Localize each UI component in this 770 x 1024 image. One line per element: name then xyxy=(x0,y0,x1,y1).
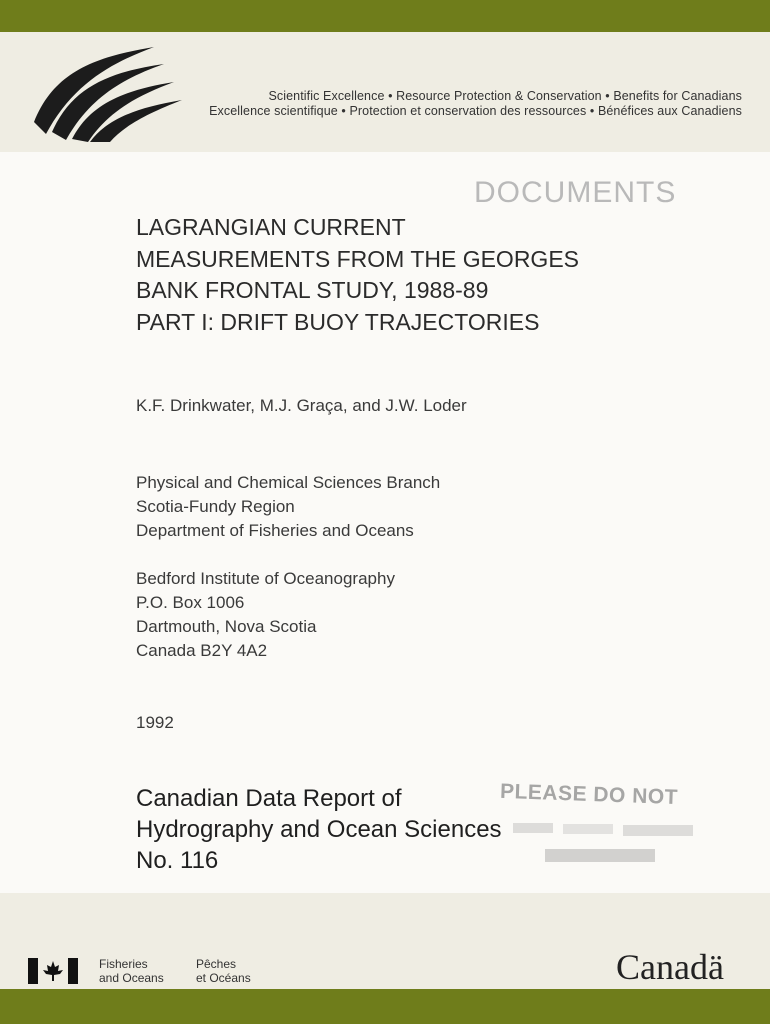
title-line: PART I: DRIFT BUOY TRAJECTORIES xyxy=(136,308,540,335)
title-line: MEASUREMENTS FROM THE GEORGES xyxy=(136,245,580,272)
canada-wordmark: Canadä xyxy=(616,947,724,987)
dfo-swoosh-logo xyxy=(24,42,184,142)
motto-english: Scientific Excellence • Resource Protection & Conservation • Benefits for Canadians xyxy=(268,89,742,103)
department-line: Fisheries xyxy=(99,957,148,971)
department-name-french xyxy=(196,957,251,985)
affiliation-line: Physical and Chemical Sciences Branch xyxy=(136,473,441,492)
faded-stamp-text xyxy=(505,815,715,875)
branch-affiliation xyxy=(136,471,440,543)
department-name-english xyxy=(99,957,164,985)
address-line: Canada B2Y 4A2 xyxy=(136,641,268,660)
report-title xyxy=(136,212,579,338)
institute-address xyxy=(136,567,395,663)
address-line: Dartmouth, Nova Scotia xyxy=(136,617,317,636)
address-line: P.O. Box 1006 xyxy=(136,593,245,612)
bottom-color-band xyxy=(0,989,770,1024)
canada-flag-icon xyxy=(28,958,78,984)
motto-french: Excellence scientifique • Protection et conservation des ressources • Bénéfices aux Canadiens xyxy=(209,104,742,118)
series-line: No. 116 xyxy=(136,847,219,874)
title-line: LAGRANGIAN CURRENT xyxy=(136,214,406,240)
documents-stamp: DOCUMENTS xyxy=(474,176,677,209)
authors: K.F. Drinkwater, M.J. Graça, and J.W. Loder xyxy=(136,396,467,415)
series-line: Hydrography and Ocean Sciences xyxy=(136,816,502,843)
affiliation-line: Scotia-Fundy Region xyxy=(136,497,295,516)
report-series xyxy=(136,783,502,876)
department-line: et Océans xyxy=(196,971,251,985)
affiliation-line: Department of Fisheries and Oceans xyxy=(136,521,414,540)
address-line: Bedford Institute of Oceanography xyxy=(136,569,395,588)
department-line: and Oceans xyxy=(99,971,164,985)
library-stamp: PLEASE DO NOT xyxy=(499,779,679,810)
department-line: Pêches xyxy=(196,957,237,971)
publication-year: 1992 xyxy=(136,713,174,732)
series-line: Canadian Data Report of xyxy=(136,785,402,812)
top-color-band xyxy=(0,0,770,32)
title-line: BANK FRONTAL STUDY, 1988-89 xyxy=(136,277,489,303)
